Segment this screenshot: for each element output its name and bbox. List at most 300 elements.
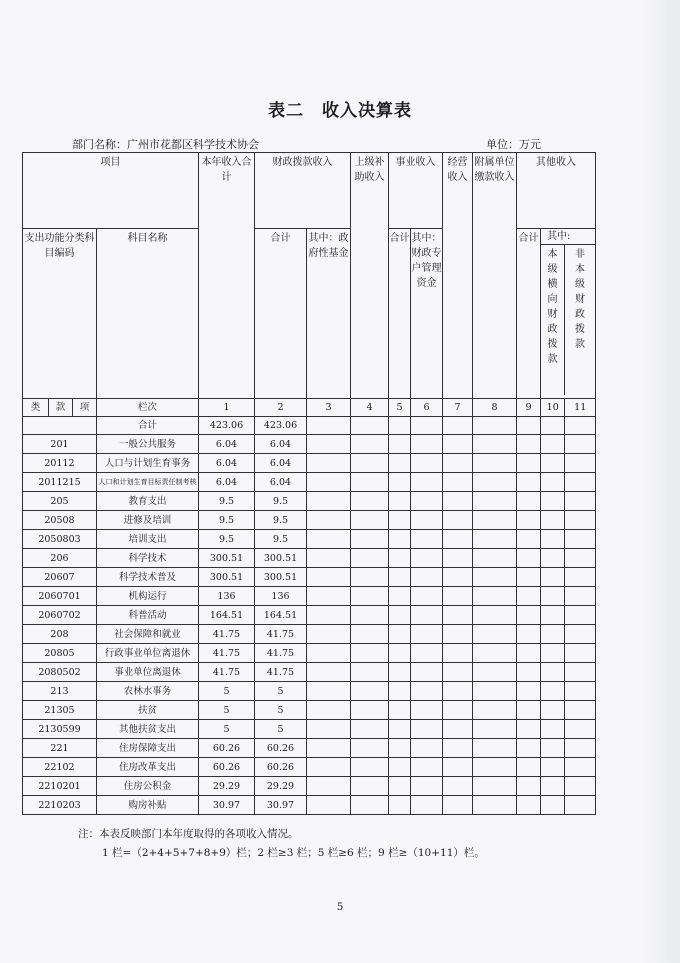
empty-cell (473, 777, 517, 796)
empty-cell (517, 739, 541, 758)
empty-cell (565, 663, 596, 682)
table-row (23, 758, 596, 777)
row-total-income: 164.51 (199, 606, 255, 625)
empty-cell (411, 606, 443, 625)
empty-cell (541, 663, 565, 682)
empty-cell (411, 454, 443, 473)
empty-cell (389, 511, 411, 530)
empty-cell (389, 682, 411, 701)
empty-cell (389, 701, 411, 720)
row-subject-name: 科学技术 (97, 549, 199, 568)
empty-cell (443, 606, 473, 625)
col-number: 8 (473, 399, 517, 417)
row-code: 2080502 (23, 663, 97, 682)
total-label: 合计 (97, 417, 199, 435)
empty-cell (565, 587, 596, 606)
row-fiscal-total: 6.04 (255, 435, 307, 454)
empty-cell (351, 606, 389, 625)
empty-cell (351, 568, 389, 587)
row-subject-name: 其他扶贫支出 (97, 720, 199, 739)
empty-cell (389, 530, 411, 549)
row-fiscal-total: 60.26 (255, 739, 307, 758)
header-operating: 经营收入 (443, 153, 473, 399)
table-row (23, 644, 596, 663)
note-formula: 1 栏=（2+4+5+7+8+9）栏；2 栏≥3 栏；5 栏≥6 栏；9 栏≥（10+11）栏。 (102, 847, 485, 859)
page-edge-shadow (640, 0, 680, 963)
col-number: 11 (565, 399, 596, 417)
empty-cell (541, 777, 565, 796)
empty-cell (443, 701, 473, 720)
empty-cell (517, 587, 541, 606)
empty-cell (351, 682, 389, 701)
empty-cell (565, 435, 596, 454)
empty-cell (389, 777, 411, 796)
row-fiscal-total: 9.5 (255, 511, 307, 530)
empty-cell (517, 644, 541, 663)
empty-cell (307, 530, 351, 549)
empty-cell (541, 454, 565, 473)
row-fiscal-total: 5 (255, 720, 307, 739)
row-subject-name: 一般公共服务 (97, 435, 199, 454)
row-subject-name: 人口和计划生育目标责任制考核 (97, 473, 199, 492)
empty-cell (473, 435, 517, 454)
empty-cell (473, 606, 517, 625)
header-other-nonfiscal: 非本级财政拨款 (575, 249, 585, 350)
empty-cell (411, 587, 443, 606)
col-number: 9 (517, 399, 541, 417)
row-total-income: 300.51 (199, 568, 255, 587)
empty-cell (517, 530, 541, 549)
empty-cell (541, 644, 565, 663)
empty-cell (411, 568, 443, 587)
row-total-income: 6.04 (199, 473, 255, 492)
empty-cell (411, 796, 443, 815)
row-code: 20607 (23, 568, 97, 587)
empty-cell (517, 758, 541, 777)
empty-cell (411, 682, 443, 701)
empty-cell (443, 587, 473, 606)
empty-cell (411, 511, 443, 530)
empty-cell (443, 530, 473, 549)
empty-cell (351, 435, 389, 454)
empty-cell (411, 530, 443, 549)
empty-cell (517, 701, 541, 720)
table-row (23, 796, 596, 815)
empty-cell (307, 777, 351, 796)
empty-cell (565, 492, 596, 511)
empty-cell (517, 777, 541, 796)
empty-cell (443, 511, 473, 530)
empty-cell (517, 720, 541, 739)
row-fiscal-total: 5 (255, 682, 307, 701)
empty-cell (517, 606, 541, 625)
row-subject-name: 农林水事务 (97, 682, 199, 701)
row-subject-name: 科普活动 (97, 606, 199, 625)
row-subject-name: 行政事业单位离退休 (97, 644, 199, 663)
empty-cell (473, 473, 517, 492)
header-column-no: 栏次 (97, 399, 199, 417)
empty-cell (389, 492, 411, 511)
row-total-income: 6.04 (199, 454, 255, 473)
col-number: 7 (443, 399, 473, 417)
row-subject-name: 住房保障支出 (97, 739, 199, 758)
empty-cell (565, 473, 596, 492)
row-total-income: 9.5 (199, 492, 255, 511)
row-subject-name: 购房补贴 (97, 796, 199, 815)
empty-cell (389, 473, 411, 492)
header-fiscal-fund: 其中：政府性基金 (307, 229, 351, 399)
row-fiscal-total: 30.97 (255, 796, 307, 815)
empty-cell (411, 492, 443, 511)
empty-cell (565, 454, 596, 473)
empty-cell (307, 549, 351, 568)
table-row (23, 625, 596, 644)
empty-cell (411, 758, 443, 777)
empty-cell (443, 739, 473, 758)
col-number: 4 (351, 399, 389, 417)
col-number: 5 (389, 399, 411, 417)
empty-cell (307, 587, 351, 606)
empty-cell (443, 625, 473, 644)
empty-cell (541, 435, 565, 454)
empty-cell (389, 663, 411, 682)
row-fiscal-total: 60.26 (255, 758, 307, 777)
empty-cell (473, 454, 517, 473)
row-subject-name: 培训支出 (97, 530, 199, 549)
empty-cell (565, 758, 596, 777)
empty-cell (351, 625, 389, 644)
row-total-income: 41.75 (199, 663, 255, 682)
empty-cell (351, 758, 389, 777)
row-subject-name: 机构运行 (97, 587, 199, 606)
row-code: 205 (23, 492, 97, 511)
table-row (23, 549, 596, 568)
header-business: 事业收入 (389, 153, 443, 229)
empty-cell (307, 663, 351, 682)
row-code: 213 (23, 682, 97, 701)
row-total-income: 30.97 (199, 796, 255, 815)
row-code: 2210201 (23, 777, 97, 796)
empty-cell (541, 739, 565, 758)
table-row (23, 435, 596, 454)
empty-cell (473, 625, 517, 644)
row-code: 2011215 (23, 473, 97, 492)
table-row (23, 587, 596, 606)
empty-cell (473, 530, 517, 549)
row-code: 2130599 (23, 720, 97, 739)
empty-cell (411, 701, 443, 720)
empty-cell (351, 454, 389, 473)
table-row (23, 720, 596, 739)
header-other-total: 合计 (517, 229, 541, 399)
row-code: 2060702 (23, 606, 97, 625)
empty-cell (517, 663, 541, 682)
empty-cell (351, 720, 389, 739)
empty-cell (473, 758, 517, 777)
empty-cell (541, 701, 565, 720)
row-fiscal-total: 5 (255, 701, 307, 720)
row-fiscal-total: 9.5 (255, 530, 307, 549)
table-row (23, 568, 596, 587)
empty-cell (389, 625, 411, 644)
row-total-income: 5 (199, 701, 255, 720)
table-body (23, 435, 596, 815)
table-row (23, 739, 596, 758)
empty-cell (411, 663, 443, 682)
row-code: 21305 (23, 701, 97, 720)
table-row (23, 606, 596, 625)
empty-cell (411, 549, 443, 568)
row-subject-name: 事业单位离退休 (97, 663, 199, 682)
row-total-income: 6.04 (199, 435, 255, 454)
row-subject-name: 进修及培训 (97, 511, 199, 530)
table-row (23, 701, 596, 720)
header-other-of (541, 229, 596, 399)
table-row (23, 473, 596, 492)
empty-cell (307, 739, 351, 758)
empty-cell (443, 758, 473, 777)
empty-cell (565, 701, 596, 720)
empty-cell (443, 549, 473, 568)
empty-cell (307, 682, 351, 701)
row-fiscal-total: 164.51 (255, 606, 307, 625)
empty-cell (443, 568, 473, 587)
row-code: 208 (23, 625, 97, 644)
empty-cell (443, 796, 473, 815)
row-fiscal-total: 41.75 (255, 625, 307, 644)
empty-cell (389, 644, 411, 663)
empty-cell (411, 644, 443, 663)
row-fiscal-total: 29.29 (255, 777, 307, 796)
empty-cell (351, 549, 389, 568)
row-fiscal-total: 6.04 (255, 454, 307, 473)
header-business-fund: 其中：财政专户管理资金 (411, 229, 443, 399)
empty-cell (565, 625, 596, 644)
row-total-income: 60.26 (199, 758, 255, 777)
table-row (23, 492, 596, 511)
row-total-income: 41.75 (199, 644, 255, 663)
row-fiscal-total: 300.51 (255, 549, 307, 568)
empty-cell (351, 796, 389, 815)
row-fiscal-total: 6.04 (255, 473, 307, 492)
empty-cell (307, 435, 351, 454)
empty-cell (351, 777, 389, 796)
empty-cell (411, 720, 443, 739)
row-total-income: 29.29 (199, 777, 255, 796)
empty-cell (517, 549, 541, 568)
empty-cell (517, 796, 541, 815)
empty-cell (389, 720, 411, 739)
empty-cell (473, 549, 517, 568)
empty-cell (351, 739, 389, 758)
empty-cell (443, 644, 473, 663)
page-number: 5 (336, 902, 344, 913)
table-row (23, 777, 596, 796)
empty-cell (473, 720, 517, 739)
header-total-income: 本年收入合计 (199, 153, 255, 399)
total-col2: 423.06 (255, 417, 307, 435)
empty-cell (307, 511, 351, 530)
empty-cell (443, 454, 473, 473)
row-code: 221 (23, 739, 97, 758)
empty-cell (517, 511, 541, 530)
empty-cell (565, 511, 596, 530)
row-code: 20805 (23, 644, 97, 663)
empty-cell (541, 511, 565, 530)
empty-cell (541, 530, 565, 549)
empty-cell (541, 796, 565, 815)
empty-cell (351, 492, 389, 511)
col-number: 6 (411, 399, 443, 417)
empty-cell (517, 492, 541, 511)
header-fiscal: 财政拨款收入 (255, 153, 351, 229)
table-row (23, 454, 596, 473)
header-affiliated: 附属单位缴款收入 (473, 153, 517, 399)
row-total-income: 5 (199, 720, 255, 739)
empty-cell (565, 530, 596, 549)
row-code: 22102 (23, 758, 97, 777)
row-total-income: 41.75 (199, 625, 255, 644)
empty-cell (389, 454, 411, 473)
empty-cell (389, 758, 411, 777)
empty-cell (541, 587, 565, 606)
total-row (23, 417, 596, 435)
empty-cell (541, 720, 565, 739)
row-code: 2050803 (23, 530, 97, 549)
empty-cell (473, 568, 517, 587)
empty-cell (307, 720, 351, 739)
empty-cell (389, 549, 411, 568)
empty-cell (565, 777, 596, 796)
empty-cell (389, 587, 411, 606)
empty-cell (565, 720, 596, 739)
empty-cell (411, 625, 443, 644)
row-fiscal-total: 9.5 (255, 492, 307, 511)
empty-cell (473, 511, 517, 530)
document-title: 表二 收入决算表 (268, 101, 412, 121)
row-code: 201 (23, 435, 97, 454)
empty-cell (411, 777, 443, 796)
empty-cell (443, 435, 473, 454)
empty-cell (307, 606, 351, 625)
empty-cell (307, 625, 351, 644)
empty-cell (351, 663, 389, 682)
empty-cell (473, 492, 517, 511)
empty-cell (411, 739, 443, 758)
col-number: 1 (199, 399, 255, 417)
row-code: 20112 (23, 454, 97, 473)
row-subject-name: 扶贫 (97, 701, 199, 720)
header-item: 项目 (23, 153, 199, 229)
empty-cell (473, 663, 517, 682)
row-code: 2210203 (23, 796, 97, 815)
row-total-income: 9.5 (199, 530, 255, 549)
row-code: 2060701 (23, 587, 97, 606)
empty-cell (307, 568, 351, 587)
empty-cell (307, 644, 351, 663)
col-number: 3 (307, 399, 351, 417)
empty-cell (351, 587, 389, 606)
note-description: 注：本表反映部门本年度取得的各项收入情况。 (78, 828, 299, 840)
empty-cell (541, 549, 565, 568)
total-col1: 423.06 (199, 417, 255, 435)
empty-cell (473, 796, 517, 815)
empty-cell (307, 796, 351, 815)
empty-cell (307, 492, 351, 511)
empty-cell (517, 435, 541, 454)
empty-cell (517, 682, 541, 701)
row-total-income: 136 (199, 587, 255, 606)
empty-cell (473, 644, 517, 663)
header-superior: 上级补助收入 (351, 153, 389, 399)
empty-cell (541, 758, 565, 777)
empty-cell (473, 682, 517, 701)
empty-cell (411, 435, 443, 454)
row-subject-name: 社会保障和就业 (97, 625, 199, 644)
empty-cell (351, 530, 389, 549)
row-fiscal-total: 41.75 (255, 663, 307, 682)
col-number: 2 (255, 399, 307, 417)
row-fiscal-total: 136 (255, 587, 307, 606)
empty-cell (565, 796, 596, 815)
row-subject-name: 住房改革支出 (97, 758, 199, 777)
header-func-code: 支出功能分类科目编码 (23, 229, 97, 399)
empty-cell (541, 473, 565, 492)
empty-cell (517, 568, 541, 587)
empty-cell (307, 758, 351, 777)
row-fiscal-total: 41.75 (255, 644, 307, 663)
empty-cell (473, 739, 517, 758)
table-row (23, 511, 596, 530)
empty-cell (389, 568, 411, 587)
header-subject-name: 科目名称 (97, 229, 199, 399)
empty-cell (541, 568, 565, 587)
income-table (22, 152, 596, 815)
empty-cell (443, 663, 473, 682)
table-row (23, 682, 596, 701)
empty-cell (443, 777, 473, 796)
empty-cell (565, 644, 596, 663)
empty-cell (307, 473, 351, 492)
unit-label: 单位：万元 (486, 138, 541, 151)
row-code: 20508 (23, 511, 97, 530)
empty-cell (389, 739, 411, 758)
empty-cell (389, 435, 411, 454)
empty-cell (307, 701, 351, 720)
col-number: 10 (541, 399, 565, 417)
empty-cell (443, 492, 473, 511)
row-code: 206 (23, 549, 97, 568)
empty-cell (389, 606, 411, 625)
empty-cell (565, 606, 596, 625)
empty-cell (565, 739, 596, 758)
header-other-local: 本级横向财政拨款 (541, 245, 565, 395)
header-other-of-label: 其中: (541, 229, 595, 245)
table-row (23, 530, 596, 549)
row-subject-name: 教育支出 (97, 492, 199, 511)
empty-cell (517, 454, 541, 473)
empty-cell (517, 473, 541, 492)
header-fiscal-total: 合计 (255, 229, 307, 399)
empty-cell (307, 454, 351, 473)
empty-cell (351, 701, 389, 720)
row-total-income: 9.5 (199, 511, 255, 530)
empty-cell (541, 492, 565, 511)
empty-cell (351, 644, 389, 663)
header-other: 其他收入 (517, 153, 596, 229)
empty-cell (565, 682, 596, 701)
empty-cell (443, 473, 473, 492)
